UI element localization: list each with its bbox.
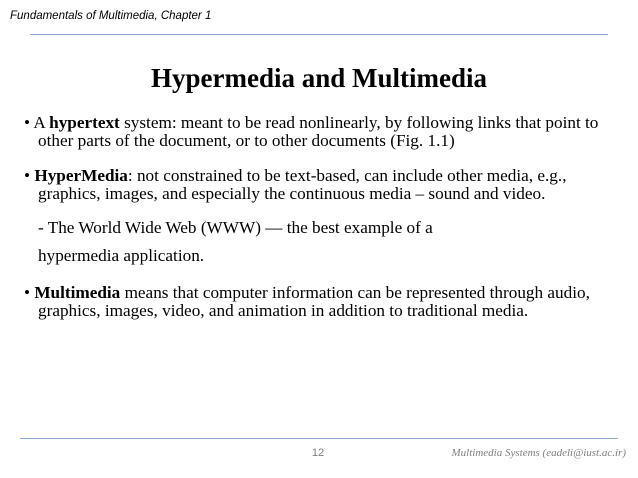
bullet-marker: • bbox=[24, 113, 34, 132]
slide-body bbox=[24, 114, 612, 320]
bullet-hypertext bbox=[24, 114, 612, 149]
slide-title: Hypermedia and Multimedia bbox=[151, 63, 487, 93]
bullet-text: means that computer information can be represented through audio, graphics, images, video, and animation in addition to traditional media. bbox=[38, 283, 590, 320]
chapter-header: Fundamentals of Multimedia, Chapter 1 bbox=[10, 10, 212, 22]
header-divider bbox=[30, 34, 608, 35]
page-number: 12 bbox=[311, 447, 325, 459]
term-hypertext: hypertext bbox=[49, 113, 120, 132]
bullet-hypermedia bbox=[24, 167, 612, 202]
bullet-multimedia bbox=[24, 284, 612, 319]
sub-point-line-2: hypermedia application. bbox=[38, 246, 205, 266]
footer-credit: Multimedia Systems (eadeli@iust.ac.ir) bbox=[451, 447, 626, 459]
bullet-marker: • bbox=[24, 166, 35, 186]
footer-divider bbox=[20, 438, 618, 439]
bullet-text: : not constrained to be text-based, can include other media, e.g., graphics, images, and especially the continuous media – sound and video. bbox=[38, 166, 567, 203]
bullet-pre: A bbox=[33, 113, 50, 132]
term-multimedia: Multimedia bbox=[34, 283, 121, 303]
sub-point-www bbox=[24, 214, 612, 270]
bullet-text: system: meant to be read nonlinearly, by following links that point to other parts of the document, or to other documents (Fig. 1.1) bbox=[38, 113, 599, 150]
sub-point-line-1: - The World Wide Web (WWW) — the best example of a bbox=[38, 218, 433, 238]
spacer bbox=[24, 149, 612, 167]
spacer bbox=[24, 202, 612, 214]
bullet-marker: • bbox=[24, 283, 35, 303]
spacer bbox=[24, 270, 612, 284]
term-hypermedia: HyperMedia bbox=[34, 166, 128, 186]
